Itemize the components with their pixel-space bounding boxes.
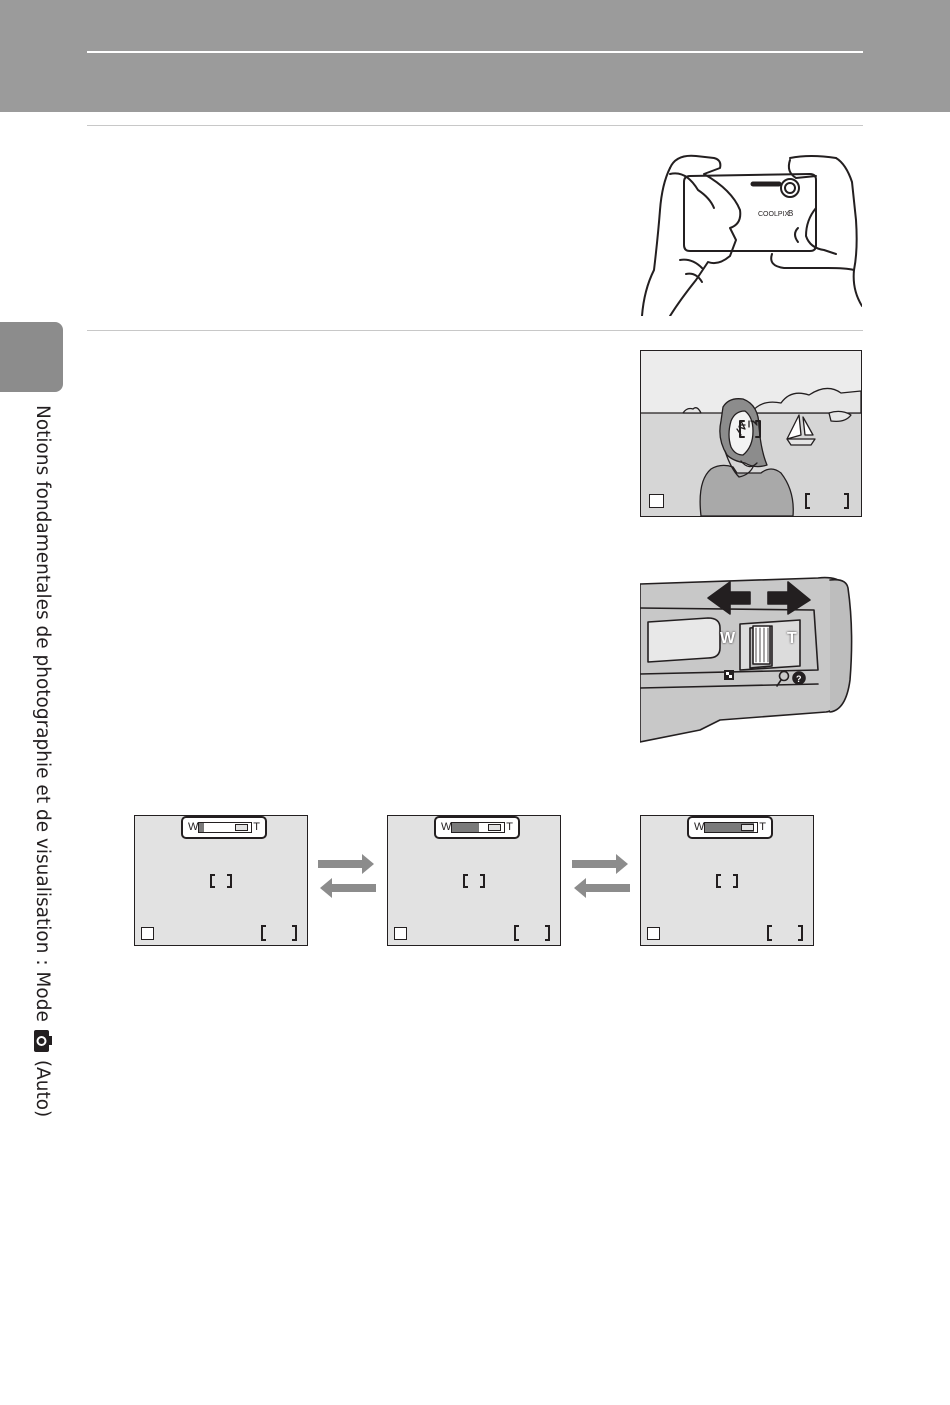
tele-zoom-label: T bbox=[787, 630, 797, 647]
zoom-indicator-fill bbox=[452, 823, 479, 832]
zoom-monitor bbox=[387, 815, 561, 946]
zoom-indicator-fill bbox=[199, 823, 204, 832]
portrait-scene-illustration bbox=[640, 350, 862, 517]
scene-mode-indicator bbox=[649, 494, 664, 508]
chapter-label bbox=[28, 405, 58, 1405]
focus-bracket bbox=[463, 874, 485, 888]
section-divider bbox=[87, 330, 863, 331]
frame-count-bracket bbox=[261, 925, 297, 941]
wide-zoom-label: W bbox=[720, 630, 736, 647]
focus-area-bracket bbox=[805, 493, 849, 509]
zoom-indicator-track bbox=[451, 822, 505, 833]
zoom-indicator bbox=[181, 816, 267, 839]
zoom-indicator-tele-label: T bbox=[253, 821, 260, 833]
zoom-indicator-wide-label: W bbox=[694, 821, 705, 833]
frame-count-bracket bbox=[767, 925, 803, 941]
header-rule bbox=[87, 51, 863, 53]
zoom-in-arrow bbox=[318, 853, 376, 904]
zoom-monitor bbox=[640, 815, 814, 946]
zoom-out-arrow bbox=[572, 853, 630, 904]
zoom-indicator-wide-label: W bbox=[441, 821, 452, 833]
zoom-indicator-wide-label: W bbox=[188, 821, 199, 833]
camera-brand-text: COOLPIX bbox=[758, 211, 790, 218]
svg-text:?: ? bbox=[796, 674, 802, 684]
scene-mode-indicator bbox=[141, 927, 154, 940]
scene-mode-indicator bbox=[394, 927, 407, 940]
chapter-tab bbox=[0, 322, 63, 392]
zoom-indicator-tele-label: T bbox=[506, 821, 513, 833]
hands-holding-camera-illustration bbox=[640, 150, 862, 316]
zoom-indicator-track bbox=[704, 822, 758, 833]
chapter-label-suffix: (Auto) bbox=[32, 1059, 54, 1118]
frame-count-bracket bbox=[514, 925, 550, 941]
focus-bracket bbox=[210, 874, 232, 888]
zoom-indicator-track bbox=[198, 822, 252, 833]
zoom-indicator bbox=[687, 816, 773, 839]
camera-model-text: B bbox=[788, 209, 794, 218]
zoom-control-illustration bbox=[640, 570, 862, 745]
zoom-monitor bbox=[134, 815, 308, 946]
camera-icon bbox=[34, 1030, 52, 1052]
scene-mode-indicator bbox=[647, 927, 660, 940]
zoom-indicator bbox=[434, 816, 520, 839]
focus-bracket bbox=[716, 874, 738, 888]
header-band bbox=[0, 0, 950, 112]
chapter-label-text: Notions fondamentales de photographie et de visualisation : Mode bbox=[32, 405, 54, 1022]
section-divider bbox=[87, 125, 863, 126]
zoom-indicator-tele-label: T bbox=[759, 821, 766, 833]
